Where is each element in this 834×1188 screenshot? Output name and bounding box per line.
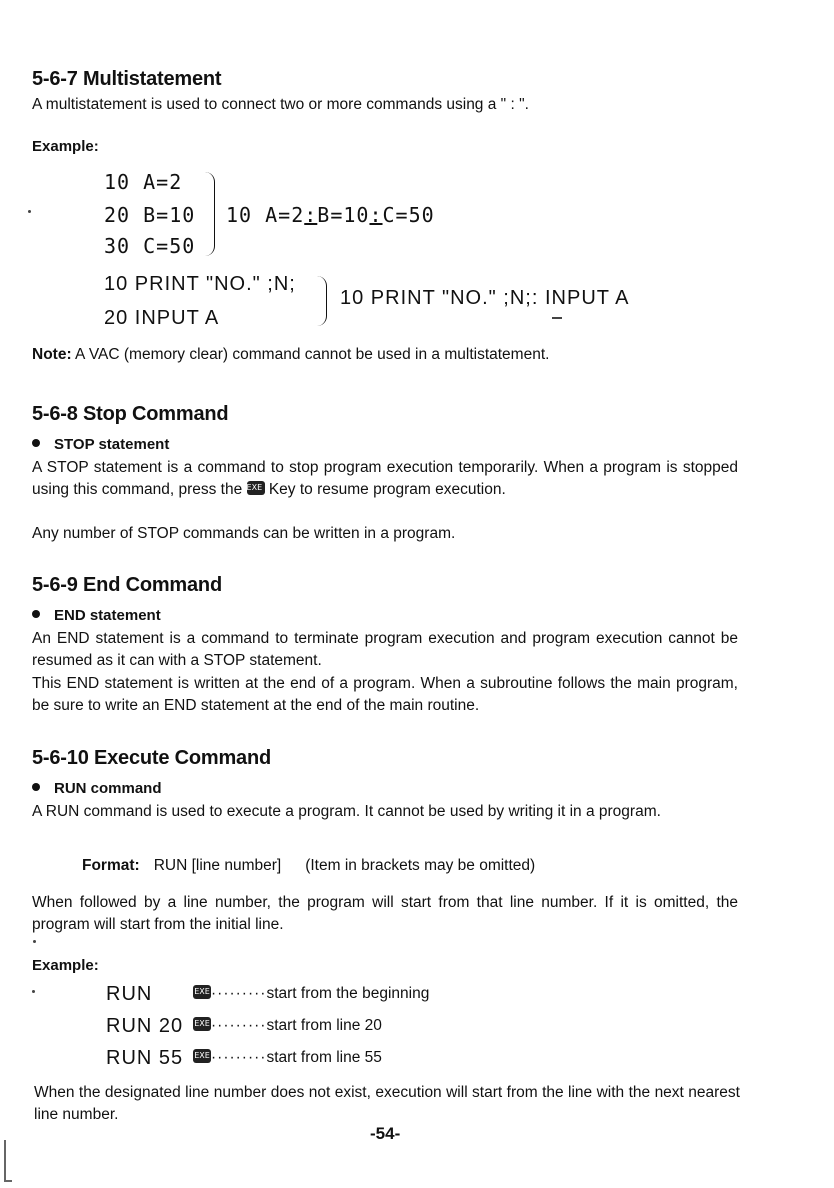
- scan-dot: [28, 210, 31, 213]
- subheading-stop: STOP statement: [32, 436, 169, 453]
- code-line: 30 C=50: [104, 234, 196, 258]
- brace: [316, 276, 327, 326]
- scan-mark: [4, 1140, 6, 1180]
- run-example-desc: EXE·········start from line 55: [194, 1049, 382, 1066]
- heading-multistatement: 5-6-7 Multistatement: [32, 68, 222, 90]
- stop-paragraph: A STOP statement is a command to stop program execution temporarily. When a program is stopped using this command, press the EXE Key to resume program execution.: [32, 459, 738, 498]
- multistatement-result: 10 A=2:B=10:C=50: [226, 203, 435, 227]
- underline-mark: [552, 317, 562, 319]
- scan-mark: [4, 1180, 12, 1182]
- exe-key-icon: EXE: [193, 1049, 211, 1063]
- heading-stop-command: 5-6-8 Stop Command: [32, 403, 229, 425]
- end-paragraph-2: This END statement is written at the end of a program. When a subroutine follows the main program, be sure to write an END statement at the end of the main routine.: [32, 675, 738, 714]
- page-number: -54-: [370, 1124, 401, 1143]
- subheading-end: END statement: [32, 607, 161, 624]
- run-paragraph-2: When followed by a line number, the program will start from that line number. If it is omitted, the program will start from the initial line.: [32, 894, 738, 933]
- stop-paragraph-2: Any number of STOP commands can be written in a program.: [32, 525, 456, 542]
- example-label: Example:: [32, 138, 99, 155]
- subheading-run: RUN command: [32, 780, 162, 797]
- run-example-desc: EXE·········start from line 20: [194, 1017, 382, 1034]
- exe-key-icon: EXE: [193, 1017, 211, 1031]
- code-line: 10 A=2: [104, 170, 183, 194]
- code-line: 10 PRINT "NO." ;N;: [104, 273, 296, 295]
- end-paragraph: An END statement is a command to terminate program execution and program execution cannot be resumed as it can with a STOP statement.: [32, 630, 738, 669]
- run-example-desc: EXE·········start from the beginning: [194, 985, 430, 1002]
- code-line: 20 INPUT A: [104, 307, 220, 329]
- heading-execute-command: 5-6-10 Execute Command: [32, 747, 272, 769]
- run-example-cmd: RUN 55: [106, 1047, 184, 1069]
- multistatement-intro: A multistatement is used to connect two or more commands using a " : ".: [32, 96, 529, 113]
- scan-dot: [33, 940, 36, 943]
- brace: [204, 172, 215, 256]
- note: Note: A VAC (memory clear) command cannot be used in a multistatement.: [32, 346, 550, 363]
- heading-end-command: 5-6-9 End Command: [32, 574, 222, 596]
- run-example-cmd: RUN: [106, 983, 153, 1005]
- bullet-icon: [32, 783, 40, 791]
- scan-dot: [32, 990, 35, 993]
- example-label: Example:: [32, 957, 99, 974]
- multistatement-result: 10 PRINT "NO." ;N;: INPUT A: [340, 287, 630, 309]
- exe-key-icon: EXE: [247, 481, 265, 495]
- run-paragraph-3: When the designated line number does not exist, execution will start from the line with the next nearest line number.: [34, 1084, 740, 1123]
- run-paragraph: A RUN command is used to execute a program. It cannot be used by writing it in a program.: [32, 803, 661, 820]
- run-example-cmd: RUN 20: [106, 1015, 184, 1037]
- bullet-icon: [32, 610, 40, 618]
- exe-key-icon: EXE: [193, 985, 211, 999]
- bullet-icon: [32, 439, 40, 447]
- code-line: 20 B=10: [104, 203, 196, 227]
- format-line: Format: RUN [line number] (Item in brackets may be omitted): [82, 857, 536, 874]
